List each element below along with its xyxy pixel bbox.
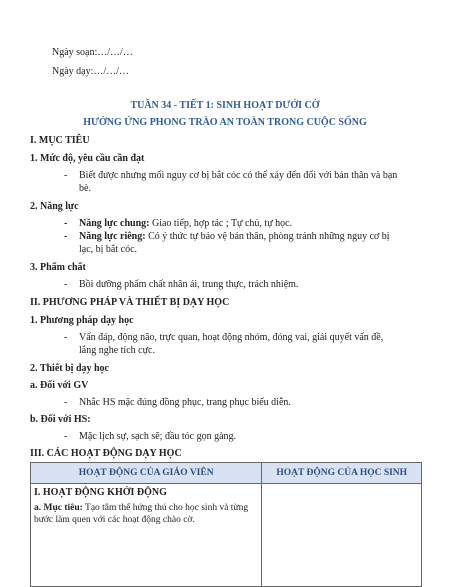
teach-date: Ngày dạy:…/…/… [52, 66, 129, 77]
competence-heading: 2. Năng lực [30, 201, 79, 212]
list-dash: - [64, 279, 68, 290]
table-row [31, 484, 422, 587]
teacher-activity-cell [31, 484, 262, 587]
section-activities-heading: III. CÁC HOẠT ĐỘNG DẠY HỌC [30, 448, 182, 459]
section-objectives-heading: I. MỤC TIÊU [30, 135, 90, 146]
lesson-title: TUẦN 34 - TIẾT 1: SINH HOẠT DƯỚI CỜ [130, 100, 320, 111]
section-methods-heading: II. PHƯƠNG PHÁP VÀ THIẾT BỊ DẠY HỌC [30, 297, 230, 308]
methods-heading: 1. Phương pháp dạy học [30, 315, 134, 326]
teacher-equipment-heading: a. Đối với GV [30, 380, 89, 391]
qualities-heading: 3. Phẩm chất [30, 262, 86, 273]
activity-title: I. HOẠT ĐỘNG KHỞI ĐỘNG [34, 487, 167, 498]
list-dash: - [64, 397, 68, 408]
prep-date: Ngày soạn:…/…/… [52, 47, 133, 58]
list-dash: - [64, 332, 68, 343]
list-dash: - [64, 431, 68, 442]
methods-item-line2: lắng nghe tích cực. [79, 345, 155, 356]
requirements-heading: 1. Mức độ, yêu cầu cần đạt [30, 153, 145, 164]
student-equipment-heading: b. Đối với HS: [30, 414, 91, 425]
list-dash: - [64, 170, 68, 181]
teacher-column-header: HOẠT ĐỘNG CỦA GIÁO VIÊN [31, 463, 262, 484]
student-activity-cell [262, 484, 422, 587]
equipment-heading: 2. Thiết bị dạy học [30, 363, 109, 374]
student-equipment-item: Mặc lịch sự, sạch sẽ; đầu tóc gọn gàng. [79, 431, 237, 442]
requirements-item-line1: Biết được nhưng mối nguy cơ bị bắt cóc có thể xảy đến đối với bản thân và bạn [79, 170, 398, 181]
methods-item-line1: Vấn đáp, động não, trực quan, hoạt động nhóm, đóng vai, giải quyết vấn đề, [79, 332, 384, 343]
activity-goal: a. Mục tiêu: Tạo tâm thế hứng thú cho học sinh và từng bước làm quen với các hoạt động chào cờ. [34, 503, 249, 525]
activities-table [30, 462, 422, 587]
lesson-subtitle: HƯỞNG ỨNG PHONG TRÀO AN TOÀN TRONG CUỘC SỐNG [83, 117, 367, 128]
competence-specific-line1: Năng lực riêng: Có ý thức tự bảo vệ bản thân, phòng tránh những nguy cơ bị [79, 231, 390, 242]
competence-general: Năng lực chung: Giao tiếp, hợp tác ; Tự chủ, tự học. [79, 218, 293, 229]
teacher-equipment-item: Nhắc HS mặc đúng đồng phục, trang phục biểu diễn. [79, 397, 291, 408]
list-dash: - [64, 231, 68, 242]
student-column-header: HOẠT ĐỘNG CỦA HỌC SINH [262, 463, 422, 484]
requirements-item-line2: bè. [79, 183, 91, 194]
competence-specific-line2: lạc, bị bắt cóc. [79, 244, 138, 255]
list-dash: - [64, 218, 68, 229]
table-header-row [31, 463, 422, 484]
qualities-item: Bồi dưỡng phẩm chất nhân ái, trung thực, trách nhiệm. [79, 279, 299, 290]
